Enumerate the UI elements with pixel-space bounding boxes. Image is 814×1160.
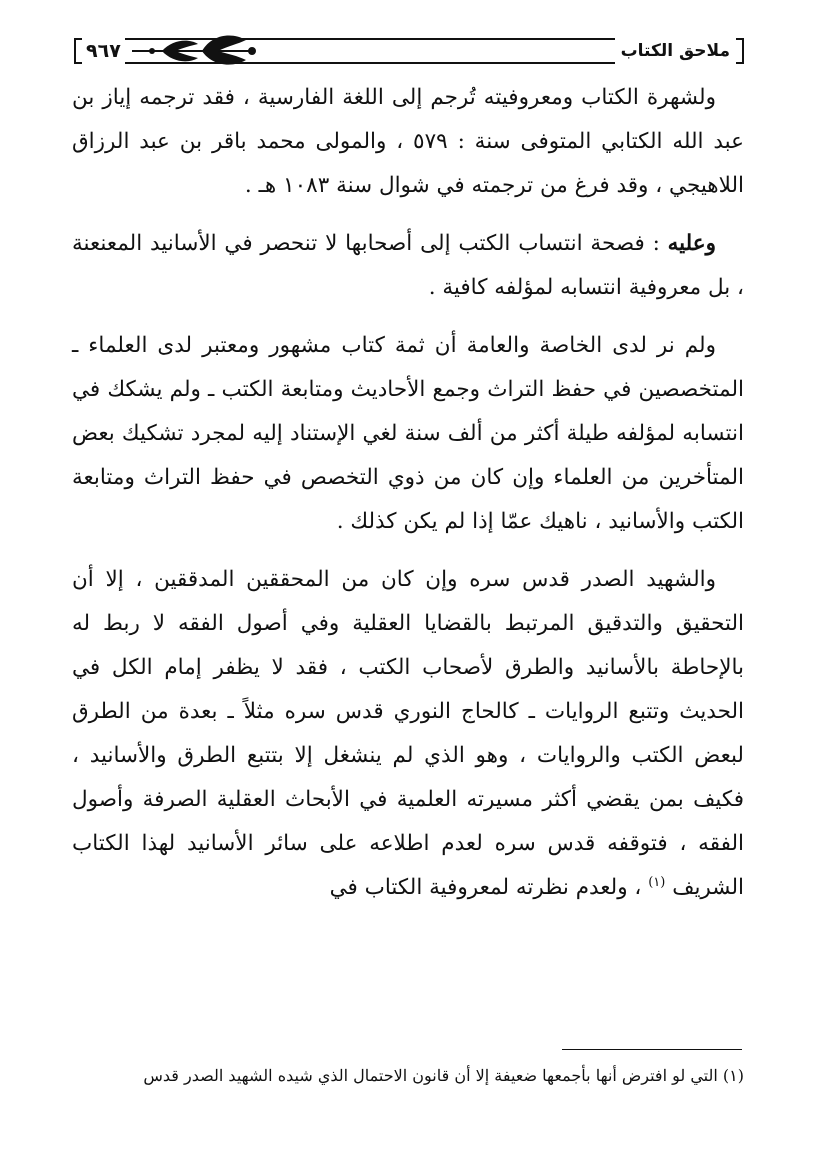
paragraph-1-text: ولشهرة الكتاب ومعروفيته تُرجم إلى اللغة الفارسية ، فقد ترجمه إياز بن عبد الله الكتابي المتوفى سنة : ٥٧٩ ، والمولى محمد باقر بن عبد الرزاق اللاهيجي ، وقد فرغ من ترجمته في شوال سنة ١٠٨٣ هـ .: [72, 85, 744, 198]
page-number: ٩٦٧: [82, 38, 125, 64]
paragraph-3-text: ولم نر لدى الخاصة والعامة أن ثمة كتاب مشهور ومعتبر لدى العلماء ـ المتخصصين في حفظ التراث وجمع الأحاديث ومتابعة الكتب ـ ولم يشكك في انتسابه لمؤلفه طيلة أكثر من ألف سنة لغي الإستناد إليه لمجرد تشكيك بعض المتأخرين من العلماء وإن كان من ذوي التخصص في حفظ التراث ومتابعة الكتب والأسانيد ، ناهيك عمّا إذا لم يكن كذلك .: [72, 333, 744, 534]
paragraph-2: [72, 222, 744, 310]
paragraph-4-tail: ، ولعدم نظرته لمعروفية الكتاب في: [329, 875, 649, 900]
footnote-text: (١) التي لو افترض أنها بأجمعها ضعيفة إلا أن قانون الاحتمال الذي شيده الشهيد الصدر قدس: [143, 1066, 744, 1085]
paragraph-1: [72, 76, 744, 208]
footnote: [72, 1062, 744, 1090]
paragraph-2-text: : فصحة انتساب الكتب إلى أصحابها لا تنحصر في الأسانيد المعنعنة ، بل معروفية انتسابه لمؤلفه كافية .: [72, 231, 744, 300]
paragraph-4-text: والشهيد الصدر قدس سره وإن كان من المحققين المدققين ، إلا أن التحقيق والتدقيق المرتبط بالقضايا العقلية وفي أصول الفقه لا ربط له بالإحاطة بالأسانيد والطرق لأصحاب الكتب ، فقد لا يظفر إمام الكل في الحديث وتتبع الروايات ـ كالحاج النوري قدس سره مثلاً ـ بعدة من الطرق لبعض الكتب والروايات ، وهو الذي لم ينشغل إلا بتتبع الطرق والأسانيد ، فكيف بمن يقضي أكثر مسيرته العلمية في الأبحاث العقلية الصرفة وأصول الفقه ، فتوقفه قدس سره لعدم اطلاعه على سائر الأسانيد لهذا الكتاب الشريف: [72, 567, 744, 900]
paragraph-2-lead: وعليه: [667, 231, 716, 256]
footnote-divider: [562, 1049, 742, 1050]
paragraph-4: [72, 558, 744, 910]
footnote-reference[interactable]: (١): [648, 874, 666, 890]
body-text: [72, 76, 744, 910]
paragraph-3: [72, 324, 744, 544]
ornament-icon: [132, 30, 262, 70]
page-header: [74, 30, 744, 70]
running-title: ملاحق الكتاب: [615, 38, 736, 64]
